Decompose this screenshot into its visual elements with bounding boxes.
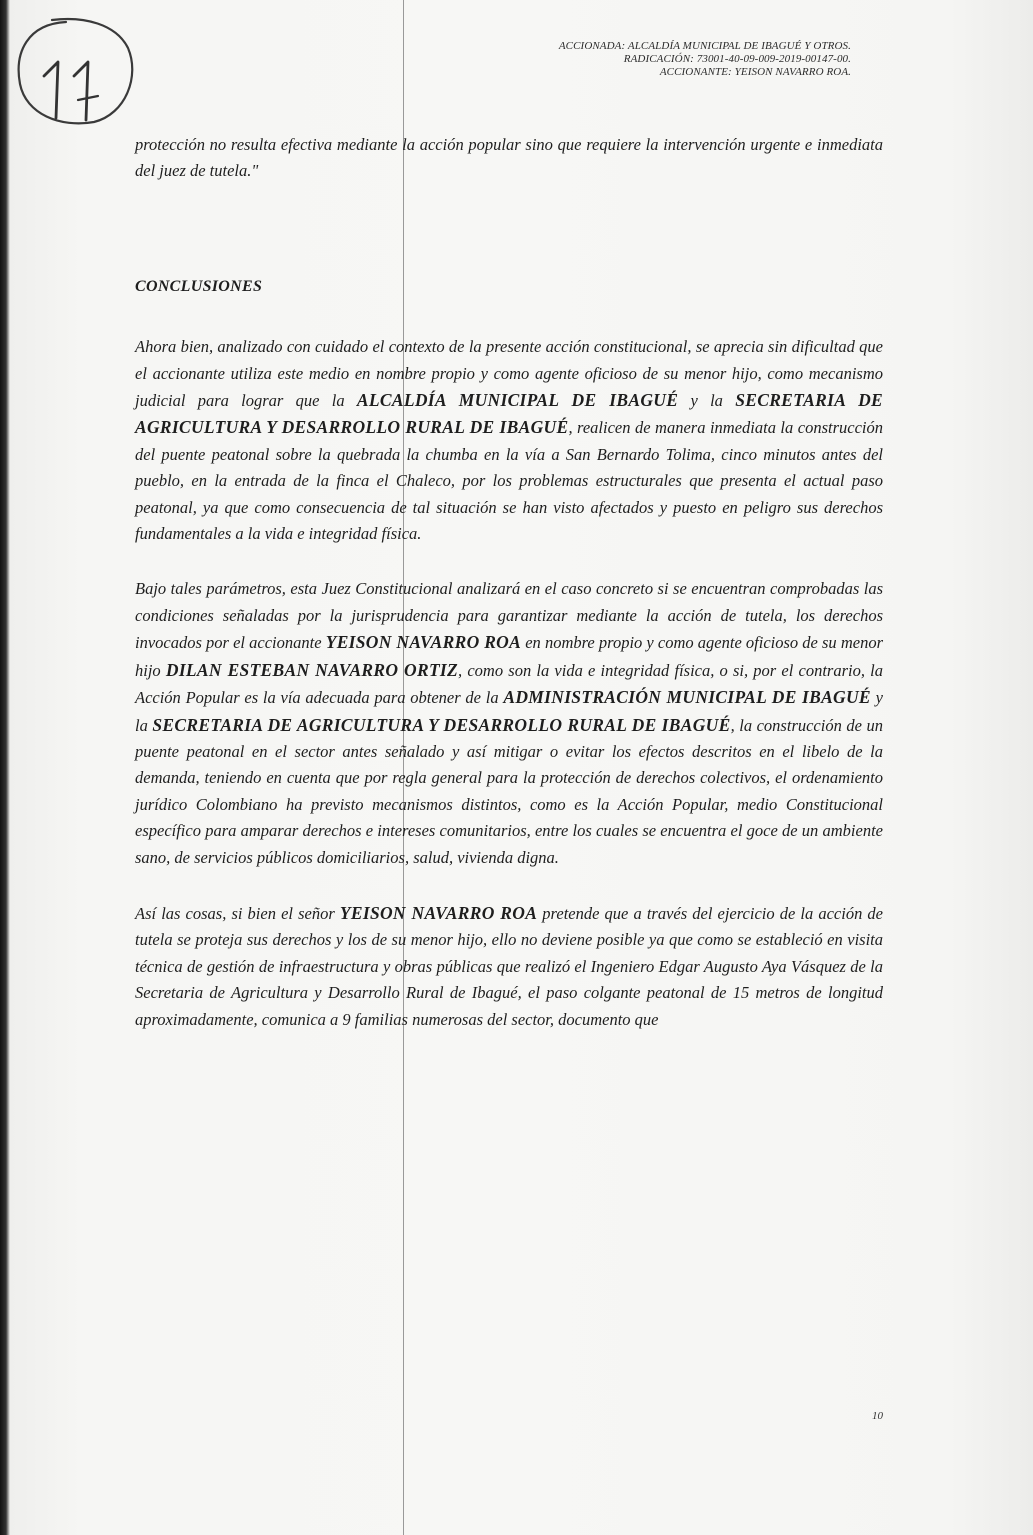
paragraph-3 <box>135 900 883 1033</box>
handwritten-page-number-mark <box>8 14 138 134</box>
p2-bold-menor: DILAN ESTEBAN NAVARRO ORTIZ <box>165 659 459 680</box>
p3-bold-accionante: YEISON NAVARRO ROA <box>339 902 538 923</box>
p2-text-a: Bajo tales parámetros, esta Juez Constitucional analizará en el caso concreto si se encuentran comprobadas las condiciones señaladas por la jurisprudencia para garantizar mediante la acción de tutela, los derechos invocados por el accionante <box>135 579 883 653</box>
quote-continuation: protección no resulta efectiva mediante la acción popular sino que requiere la intervención urgente e inmediata del juez de tutela." <box>135 135 883 181</box>
paragraph-1 <box>135 334 883 547</box>
p1-text-d: , realicen de manera inmediata la construcción del puente peatonal sobre la quebrada la chumba en la vía a San Bernardo Tolima, cinco minutos antes del pueblo, en la entrada de la finca el Chaleco, por los problemas estructurales que presenta el actual paso peatonal, ya que como consecuencia de tal situación se han visto afectados y puesto en peligro sus derechos fundamentales a la vida e integridad física. <box>135 418 883 544</box>
paragraph-2 <box>135 576 883 870</box>
section-heading: CONCLUSIONES <box>135 277 263 295</box>
p2-bold-accionante: YEISON NAVARRO ROA <box>325 632 522 653</box>
p2-bold-administracion: ADMINISTRACIÓN MUNICIPAL DE IBAGUÉ <box>503 687 871 708</box>
p2-text-e: y la <box>135 688 883 735</box>
p2-text-c: en nombre propio y como agente oficioso de su menor hijo <box>135 633 883 680</box>
p2-text-d: , como son la vida e integridad física, o si, por el contrario, la Acción Popular es la vía adecuada para obtener de la <box>135 660 884 708</box>
scan-left-edge <box>0 0 10 1535</box>
header-radicacion: RADICACIÓN: 73001-40-09-009-2019-00147-00. <box>623 53 851 65</box>
p1-bold-alcaldia: ALCALDÍA MUNICIPAL DE IBAGUÉ <box>356 390 679 411</box>
p1-text-c: y la <box>678 391 736 411</box>
p2-text-f: , la construcción de un puente peatonal en el sector antes señalado y así mitigar o evitar los efectos descritos en el libelo de la demanda, teniendo en cuenta que por regla general para la protección de derechos colectivos, el ordenamiento jurídico Colombiano ha previsto mecanismos distintos, como es la Acción Popular, medio Constitucional específico para amparar derechos e intereses comunitarios, entre los cuales se encuentra el goce de un ambiente sano, de servicios públicos domiciliarios, salud, vivienda digna. <box>135 715 884 867</box>
case-header <box>559 40 851 79</box>
p2-bold-secretaria: SECRETARIA DE AGRICULTURA Y DESARROLLO RURAL DE IBAGUÉ <box>152 714 731 735</box>
page-number: 10 <box>872 1410 883 1422</box>
p1-bold-secretaria: SECRETARIA DE AGRICULTURA Y DESARROLLO RURAL DE IBAGUÉ <box>135 390 884 438</box>
header-accionante: ACCIONANTE: YEISON NAVARRO ROA. <box>659 66 851 78</box>
p1-text-a: Ahora bien, analizado con cuidado el contexto de la presente acción constitucional, se aprecia sin dificultad que el accionante utiliza este medio en nombre propio y como agente oficioso de su menor hijo, como mecanismo judicial para lograr que la <box>135 337 883 411</box>
header-accionada: ACCIONADA: ALCALDÍA MUNICIPAL DE IBAGUÉ Y OTROS. <box>558 40 851 52</box>
document-body <box>135 132 883 1062</box>
p3-text-a: Así las cosas, si bien el señor <box>135 903 340 923</box>
p3-text-c: pretende que a través del ejercicio de la acción de tutela se proteja sus derechos y los de su menor hijo, ello no deviene posible ya que como se estableció en visita técnica de gestión de infraestructura y obras públicas que realizó el Ingeniero Edgar Augusto Aya Vásquez de la Secretaria de Agricultura y Desarrollo Rural de Ibagué, el paso colgante peatonal de 15 metros de longitud aproximadamente, comunica a 9 familias numerosas del sector, documento que <box>135 903 884 1029</box>
